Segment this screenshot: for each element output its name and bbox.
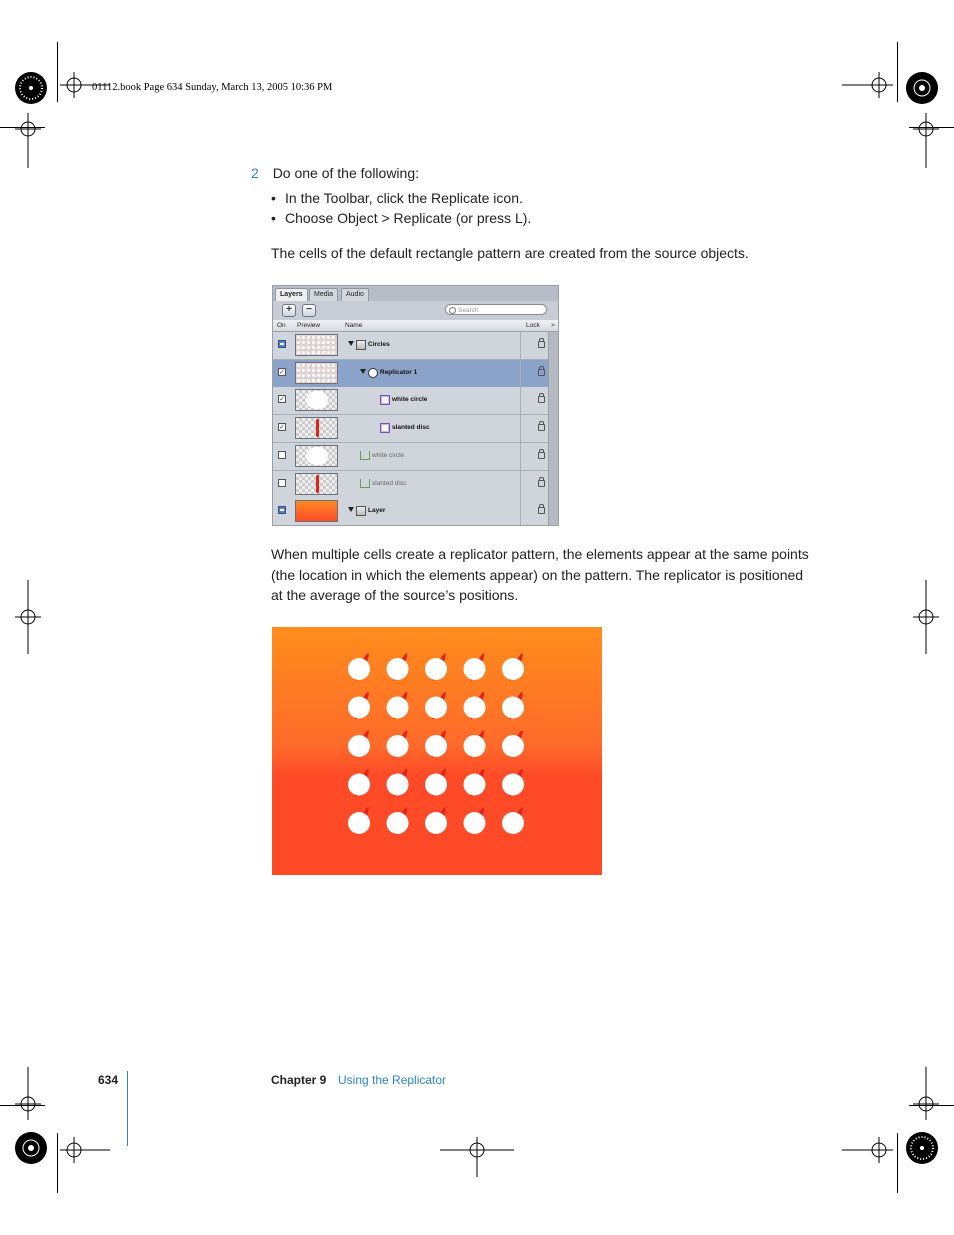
white-circle: [425, 658, 447, 680]
disclosure-triangle-icon[interactable]: [348, 507, 354, 512]
starburst-icon: [15, 1132, 47, 1164]
white-circle: [387, 658, 409, 680]
column-divider: [520, 415, 521, 442]
white-circle: [464, 812, 486, 834]
white-circle: [348, 735, 370, 757]
paragraph-line: When multiple cells create a replicator pattern, the elements appear at the same points: [271, 546, 809, 562]
layer-icon: [356, 506, 366, 516]
layer-preview-thumbnail: [295, 500, 338, 522]
source-icon: [360, 451, 370, 460]
group-icon: [356, 340, 366, 350]
tab-media[interactable]: Media: [309, 288, 338, 301]
scrollbar[interactable]: [548, 332, 558, 526]
layer-row[interactable]: [273, 498, 558, 526]
crosshair-icon: [15, 580, 41, 654]
crosshair-icon: [440, 1137, 514, 1177]
chapter-title[interactable]: Using the Replicator: [338, 1073, 447, 1087]
lock-icon[interactable]: [538, 480, 545, 487]
crosshair-icon: [913, 580, 939, 654]
layer-row[interactable]: [273, 332, 558, 360]
step-number: 2: [251, 165, 259, 181]
layer-enable-checkbox[interactable]: ✓: [279, 396, 285, 404]
layer-enable-checkbox[interactable]: [278, 340, 286, 348]
crosshair-icon: [15, 113, 41, 168]
replicator-pattern: [272, 627, 602, 875]
white-circle: [425, 812, 447, 834]
layer-preview-thumbnail: [295, 334, 338, 356]
col-lock[interactable]: Lock: [526, 322, 540, 329]
source-icon: [360, 479, 370, 488]
layer-preview-thumbnail: [295, 445, 338, 467]
white-circle: [464, 697, 486, 719]
layer-name[interactable]: white circle: [392, 396, 428, 404]
white-circle: [502, 658, 524, 680]
step-line: [251, 163, 419, 184]
column-divider: [520, 332, 521, 359]
bullet-text: In the Toolbar, click the Replicate icon.: [285, 190, 523, 206]
step-text: Do one of the following:: [272, 165, 420, 181]
disclosure-triangle-icon[interactable]: [348, 341, 354, 346]
layer-enable-checkbox[interactable]: ✓: [279, 424, 285, 432]
crosshair-icon: [842, 72, 893, 98]
crosshair-icon: [60, 1137, 110, 1163]
layer-row[interactable]: [273, 471, 558, 499]
bullet-marker: •: [271, 210, 276, 226]
layer-preview-thumbnail: [295, 362, 338, 384]
layer-name[interactable]: white circle: [372, 451, 405, 459]
white-circle: [502, 697, 524, 719]
search-input[interactable]: [445, 304, 547, 315]
starburst-icon: [15, 72, 47, 104]
layer-row[interactable]: [273, 443, 558, 471]
layer-preview-thumbnail: [295, 417, 338, 439]
page-number: 634: [98, 1073, 119, 1087]
layer-preview-thumbnail: [295, 389, 338, 411]
layer-enable-checkbox[interactable]: [278, 479, 286, 487]
layer-name[interactable]: Layer: [368, 507, 386, 515]
col-on[interactable]: On: [277, 322, 286, 329]
column-header: [273, 320, 558, 332]
white-circle: [425, 774, 447, 796]
bullet-marker: •: [271, 190, 276, 206]
replicator-figure: [272, 627, 602, 875]
white-circle: [425, 697, 447, 719]
layer-name[interactable]: slanted disc: [392, 424, 430, 432]
white-circle: [387, 697, 409, 719]
white-circle: [464, 658, 486, 680]
paragraph-line: at the average of the source’s positions.: [271, 587, 519, 603]
paragraph: The cells of the default rectangle pattern are created from the source objects.: [271, 245, 749, 261]
white-circle: [464, 774, 486, 796]
add-layer-button[interactable]: +: [282, 304, 296, 317]
crosshair-icon: [913, 113, 939, 168]
tab-bar: [273, 286, 558, 302]
layer-name[interactable]: Replicator 1: [380, 368, 418, 376]
starburst-icon: [906, 1132, 938, 1164]
white-circle: [348, 774, 370, 796]
col-more[interactable]: >: [551, 322, 555, 329]
paragraph: [271, 544, 809, 606]
replicator-icon: [368, 368, 378, 378]
cell-icon: [380, 423, 390, 433]
lock-icon[interactable]: [538, 369, 545, 376]
layer-row[interactable]: [273, 387, 558, 415]
lock-icon[interactable]: [538, 396, 545, 403]
paragraph-line: (the location in which the elements appear) on the pattern. The replicator is positioned: [271, 566, 804, 583]
white-circle: [348, 658, 370, 680]
bullet-item: [271, 190, 523, 206]
layer-enable-checkbox[interactable]: [278, 451, 286, 459]
crosshair-icon: [913, 1067, 939, 1120]
lock-icon[interactable]: [538, 341, 545, 348]
column-divider: [520, 360, 521, 387]
starburst-icon: [906, 72, 938, 104]
bullet-item: [271, 210, 531, 226]
crosshair-icon: [842, 1137, 893, 1163]
layer-row[interactable]: [273, 415, 558, 443]
chapter-label: Chapter 9: [271, 1073, 327, 1087]
white-circle: [502, 735, 524, 757]
white-circle: [502, 812, 524, 834]
remove-layer-button[interactable]: −: [302, 304, 316, 317]
footer-rule: [127, 1071, 128, 1146]
lock-icon[interactable]: [538, 452, 545, 459]
lock-icon[interactable]: [538, 507, 545, 514]
layer-enable-checkbox[interactable]: ✓: [279, 368, 285, 376]
col-name[interactable]: Name: [345, 322, 363, 329]
print-slug: 01112.book Page 634 Sunday, March 13, 2005 10:36 PM: [92, 82, 333, 93]
white-circle: [387, 774, 409, 796]
tab-audio[interactable]: Audio: [341, 288, 369, 301]
white-circle: [387, 812, 409, 834]
lock-icon[interactable]: [538, 424, 545, 431]
column-divider: [520, 387, 521, 414]
white-circle: [348, 812, 370, 834]
white-circle: [425, 735, 447, 757]
layers-panel: [272, 285, 559, 526]
cell-icon: [380, 395, 390, 405]
white-circle: [387, 735, 409, 757]
tab-layers[interactable]: Layers: [275, 288, 308, 301]
white-circle: [502, 774, 524, 796]
layers-toolbar: [273, 301, 558, 320]
layer-enable-checkbox[interactable]: [278, 506, 286, 514]
column-divider: [520, 471, 521, 498]
column-divider: [520, 498, 521, 525]
white-circle: [464, 735, 486, 757]
layer-name[interactable]: slanted disc: [372, 479, 407, 487]
crosshair-icon: [15, 1067, 41, 1120]
white-circle: [348, 697, 370, 719]
bullet-text: Choose Object > Replicate (or press L).: [285, 210, 532, 226]
column-divider: [520, 443, 521, 470]
layer-row[interactable]: [273, 360, 558, 388]
layer-name[interactable]: Circles: [368, 341, 390, 348]
search-placeholder: Search: [458, 307, 479, 314]
disclosure-triangle-icon[interactable]: [360, 369, 366, 374]
search-icon: [449, 307, 456, 314]
col-preview[interactable]: Preview: [297, 322, 321, 329]
layer-preview-thumbnail: [295, 473, 338, 495]
